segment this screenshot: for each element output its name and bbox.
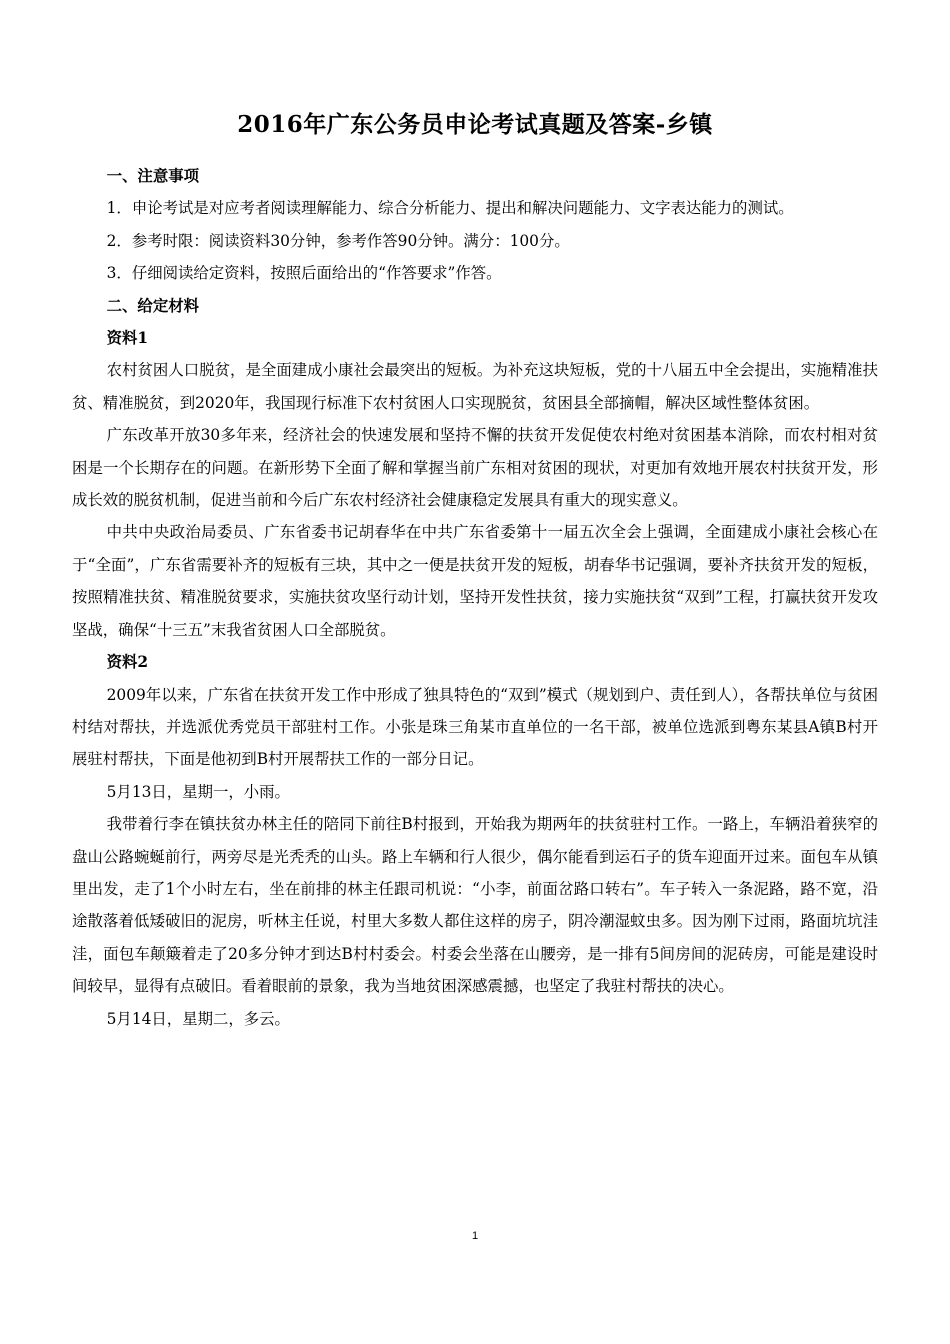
paragraph-material-2-a: 2009年以来，广东省在扶贫开发工作中形成了独具特色的“双到”模式（规划到户、责任到人），各帮扶单位与贫困村结对帮扶，并选派优秀党员干部驻村工作。小张是珠三角某市直单位的一名干部，被单位选派到粤东某县A镇B村开展驻村帮扶，下面是他初到B村开展帮扶工作的一部分日记。 (72, 685, 878, 769)
paragraph-material-1-b: 广东改革开放30多年来，经济社会的快速发展和坚持不懈的扶贫开发促使农村绝对贫困基本消除，而农村相对贫困是一个长期存在的问题。在新形势下全面了解和掌握当前广东相对贫困的现状，对更加有效地开展农村扶贫开发，形成长效的脱贫机制，促进当前和今后广东农村经济社会健康稳定发展具有重大的现实意义。 (72, 426, 878, 510)
page-number: 1 (471, 1230, 479, 1242)
diary-date-may-13: 5月13日，星期一，小雨。 (106, 782, 290, 801)
paragraph-material-1-a: 农村贫困人口脱贫，是全面建成小康社会最突出的短板。为补充这块短板，党的十八届五中全会提出，实施精准扶贫、精准脱贫，到2020年，我国现行标准下农村贫困人口实现脱贫，贫困县全部摘帽，解决区域性整体贫困。 (72, 361, 878, 412)
subheading-material-2: 资料2 (106, 653, 149, 672)
diary-date-may-14: 5月14日，星期二，多云。 (106, 1009, 290, 1028)
document-title: 2016年广东公务员申论考试真题及答案-乡镇 (237, 111, 713, 138)
section-heading-materials: 二、给定材料 (106, 296, 199, 315)
section-heading-notes: 一、注意事项 (106, 167, 199, 185)
document-body (72, 160, 878, 1035)
diary-entry-may-13: 我带着行李在镇扶贫办林主任的陪同下前往B村报到，开始我为期两年的扶贫驻村工作。一路上，车辆沿着狭窄的盘山公路蜿蜒前行，两旁尽是光秃秃的山头。路上车辆和行人很少，偶尔能看到运石子的货车迎面开过来。面包车从镇里出发，走了1个小时左右，坐在前排的林主任跟司机说：“小李，前面岔路口转右”。车子转入一条泥路，路不宽，沿途散落着低矮破旧的泥房，听林主任说，村里大多数人都住这样的房子，阴冷潮湿蚊虫多。因为刚下过雨，路面坑坑洼洼，面包车颠簸着走了20多分钟才到达B村村委会。村委会坐落在山腰旁，是一排有5间房间的泥砖房，可能是建设时间较早，显得有点破旧。看着眼前的景象，我为当地贫困深感震撼，也坚定了我驻村帮扶的决心。 (72, 815, 878, 996)
paragraph-material-1-c: 中共中央政治局委员、广东省委书记胡春华在中共广东省委第十一届五次全会上强调，全面建成小康社会核心在于“全面”，广东省需要补齐的短板有三块，其中之一便是扶贫开发的短板，胡春华书记强调，要补齐扶贫开发的短板，按照精准扶贫、精准脱贫要求，实施扶贫攻坚行动计划，坚持开发性扶贫，接力实施扶贫“双到”工程，打赢扶贫开发攻坚战，确保“十三五”末我省贫困人口全部脱贫。 (72, 523, 878, 639)
subheading-material-1: 资料1 (106, 329, 149, 348)
paragraph-note-2: 2．参考时限：阅读资料30分钟，参考作答90分钟。满分：100分。 (106, 231, 570, 250)
paragraph-note-3: 3．仔细阅读给定资料，按照后面给出的“作答要求”作答。 (106, 264, 502, 283)
paragraph-note-1: 1．申论考试是对应考者阅读理解能力、综合分析能力、提出和解决问题能力、文字表达能力的测试。 (106, 199, 794, 218)
